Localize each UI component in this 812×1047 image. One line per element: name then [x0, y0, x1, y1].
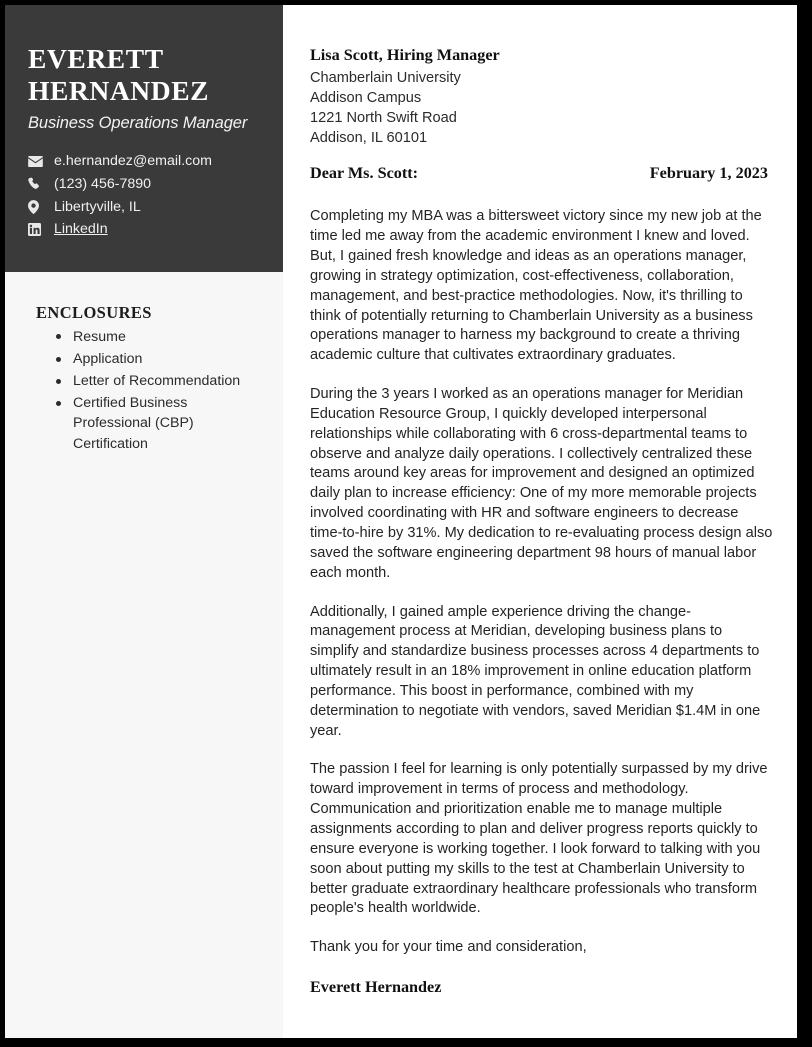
letter-date: February 1, 2023	[649, 164, 768, 183]
cover-letter-page	[5, 5, 797, 1038]
recipient-address-line: Chamberlain University	[310, 69, 461, 86]
contact-item-location	[28, 197, 283, 217]
recipient-address-block	[310, 45, 773, 148]
recipient-name: Lisa Scott, Hiring Manager	[310, 46, 500, 64]
recipient-address-line: 1221 North Swift Road	[310, 110, 457, 127]
contact-phone-text: (123) 456-7890	[54, 175, 152, 192]
salutation-row	[310, 164, 773, 183]
body-paragraph: During the 3 years I worked as an operations manager for Meridian Education Resource Group, I quickly developed interpersonal relationships while collaborating with 6 cross-departmental teams to observe and analyze daily operations. I collectively centralized these teams around key areas for improvement and designed an optimized daily plan to increase efficiency: One of my more memorable projects involved coordinating with HR and software engineers to decrease time-to-hire by 31%. My dedication to re-evaluating process design also saved the software engineering department 98 hours of manual labor each month.	[310, 386, 773, 581]
list-item: Resume	[56, 327, 267, 347]
body-paragraph: The passion I feel for learning is only potentially surpassed by my drive toward improvement in terms of process and methodology. Communication and prioritization enable me to manage multiple assignments according to plan and deliver progress reports quickly to ensure everyone is working together. I look forward to talking with you soon about putting my skills to the test at Chamberlain University to better graduate extraordinary healthcare professionals who transform people's health worldwide.	[310, 761, 768, 917]
closing-line: Thank you for your time and consideration,	[310, 939, 587, 956]
sidebar-header-block	[5, 5, 283, 272]
salutation: Dear Ms. Scott:	[310, 164, 419, 183]
applicant-first-name: EVERETT	[28, 43, 164, 74]
contact-location-text: Libertyville, IL	[54, 198, 141, 215]
phone-icon	[28, 177, 47, 190]
body-paragraph: Additionally, I gained ample experience driving the change-management process at Meridian, developing business plans to simplify and standardize business processes across 4 departments to ultimately result in an 18% improvement in online education platform performance. This boost in performance, combined with my determination to negotiate with vendors, saved Meridian $1.4M in one year.	[310, 603, 761, 739]
applicant-job-title: Business Operations Manager	[28, 113, 248, 132]
location-pin-icon	[28, 200, 47, 214]
contact-item-linkedin[interactable]	[28, 219, 283, 239]
list-item: Certified Business Professional (CBP) Certification	[56, 393, 267, 453]
envelope-icon	[28, 156, 47, 167]
enclosures-heading: ENCLOSURES	[36, 302, 152, 322]
body-paragraph: Completing my MBA was a bittersweet victory since my new job at the time led me away from the academic environment I knew and loved. But, I gained fresh knowledge and ideas as an operations manager, growing in strategy optimization, cost-effectiveness, collaboration, management, and best-practice methodologies. Now, it's thrilling to think of potentially returning to Chamberlain University as a business operations manager to harness my background to create a thriving academic culture that cultivates extraordinary graduates.	[310, 208, 762, 364]
list-item: Letter of Recommendation	[56, 371, 267, 391]
recipient-address-line: Addison Campus	[310, 89, 422, 106]
enclosures-section	[5, 272, 283, 454]
list-item: Application	[56, 349, 267, 369]
applicant-name	[28, 43, 283, 107]
signature-name: Everett Hernandez	[310, 978, 442, 997]
enclosures-list	[36, 327, 267, 454]
contact-linkedin-link[interactable]: LinkedIn	[54, 221, 108, 238]
recipient-address-line: Addison, IL 60101	[310, 130, 428, 147]
contact-item-email	[28, 151, 283, 171]
contact-email-text: e.hernandez@email.com	[54, 153, 212, 170]
sidebar	[5, 5, 283, 1038]
contact-item-phone	[28, 174, 283, 194]
contact-list	[28, 151, 283, 239]
applicant-last-name: HERNANDEZ	[28, 74, 210, 106]
letter-content	[283, 5, 797, 1038]
linkedin-icon	[28, 223, 47, 236]
